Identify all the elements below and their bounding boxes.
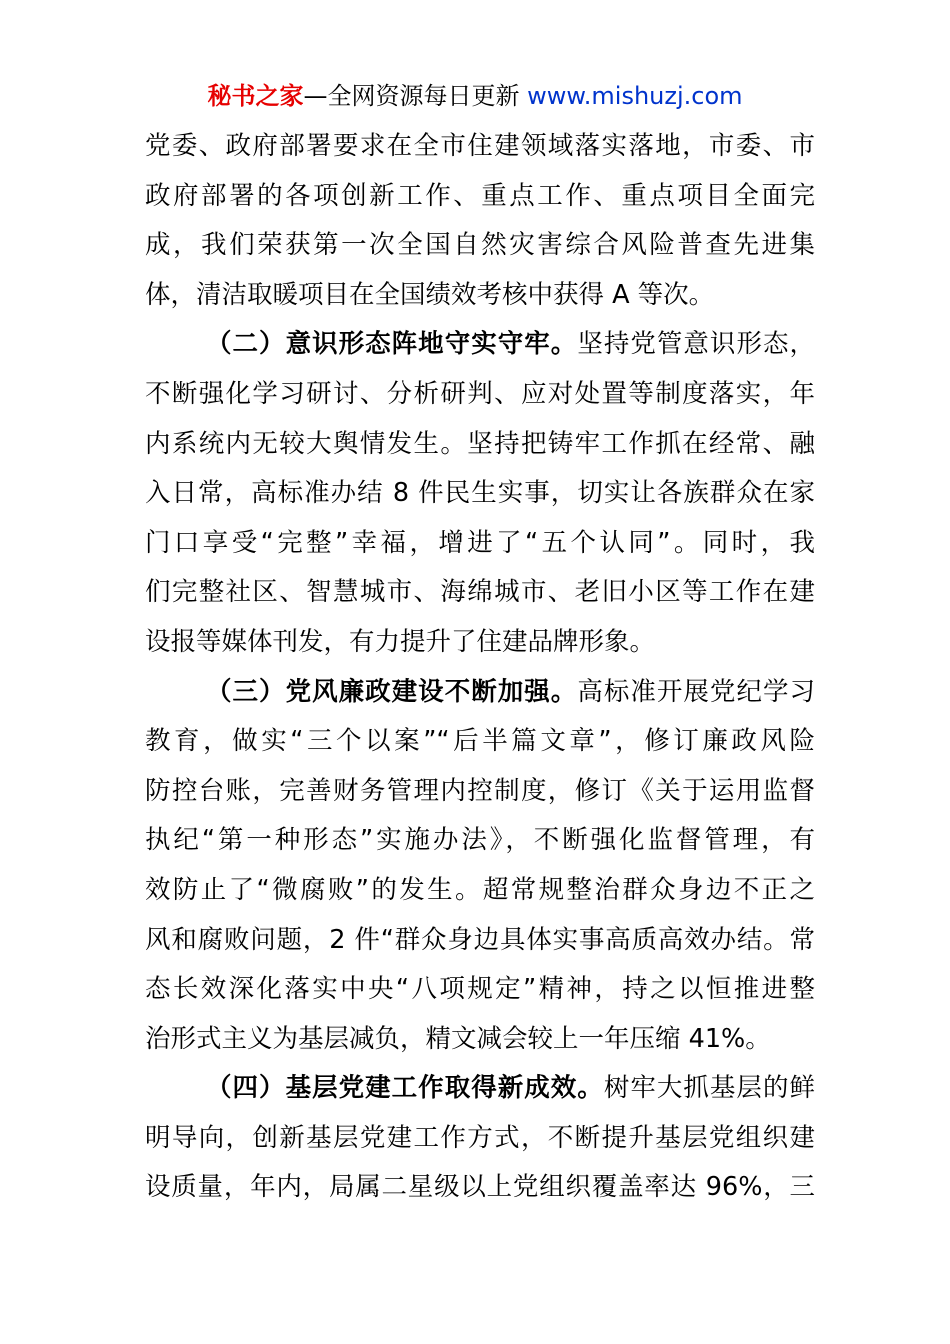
text-line: 入日常，高标准办结 8 件民生实事，切实让各族群众在家 xyxy=(145,478,815,509)
document-body xyxy=(145,122,815,1213)
text-line: 政府部署的各项创新工作、重点工作、重点项目全面完 xyxy=(145,180,815,211)
site-url-link[interactable]: www.mishuzj.com xyxy=(527,82,743,110)
text-line: 效防止了“微腐败”的发生。超常规整治群众身边不正之 xyxy=(145,874,815,905)
section-heading-line: （三）党风廉政建设不断加强。高标准开展党纪学习 xyxy=(206,676,815,707)
text-line: 执纪“第一种形态”实施办法》，不断强化监督管理，有 xyxy=(145,825,815,856)
text-line: 教育，做实“三个以案”“后半篇文章”，修订廉政风险 xyxy=(145,726,815,757)
text-line: 内系统内无较大舆情发生。坚持把铸牢工作抓在经常、融 xyxy=(145,428,815,459)
text-line: 们完整社区、智慧城市、海绵城市、老旧小区等工作在建 xyxy=(145,577,815,608)
text-line: 成，我们荣获第一次全国自然灾害综合风险普查先进集 xyxy=(145,230,815,261)
text-line: 设报等媒体刊发，有力提升了住建品牌形象。 xyxy=(145,626,656,657)
text-line: 明导向，创新基层党建工作方式，不断提升基层党组织建 xyxy=(145,1122,815,1153)
text-line: 党委、政府部署要求在全市住建领域落实落地，市委、市 xyxy=(145,131,815,161)
text-line: 防控台账，完善财务管理内控制度，修订《关于运用监督 xyxy=(145,775,815,806)
section-heading: （二）意识形态阵地守实守牢。 xyxy=(206,329,578,360)
section-heading-line: （四）基层党建工作取得新成效。树牢大抓基层的鲜 xyxy=(206,1073,815,1104)
text-line: 态长效深化落实中央“八项规定”精神，持之以恒推进整 xyxy=(145,974,815,1005)
site-brand: 秘书之家 xyxy=(207,82,304,110)
section-heading-line: （二）意识形态阵地守实守牢。坚持党管意识形态， xyxy=(206,329,815,360)
text-line: 体，清洁取暖项目在全国绩效考核中获得 A 等次。 xyxy=(145,279,715,310)
text-line: 门口享受“完整”幸福，增进了“五个认同”。同时，我 xyxy=(145,527,815,558)
text-line: 治形式主义为基层减负，精文减会较上一年压缩 41%。 xyxy=(145,1023,771,1054)
section-heading: （四）基层党建工作取得新成效。 xyxy=(206,1073,604,1104)
text-line: 设质量，年内，局属二星级以上党组织覆盖率达 96%，三 xyxy=(145,1172,815,1203)
header-dash: — xyxy=(303,82,328,110)
text-line: 风和腐败问题，2 件“群众身边具体实事高质高效办结。常 xyxy=(145,924,815,955)
text-line: 不断强化学习研讨、分析研判、应对处置等制度落实，年 xyxy=(145,378,815,409)
site-header xyxy=(0,80,950,112)
site-tagline: 全网资源每日更新 xyxy=(327,82,520,110)
section-heading: （三）党风廉政建设不断加强。 xyxy=(206,676,578,707)
